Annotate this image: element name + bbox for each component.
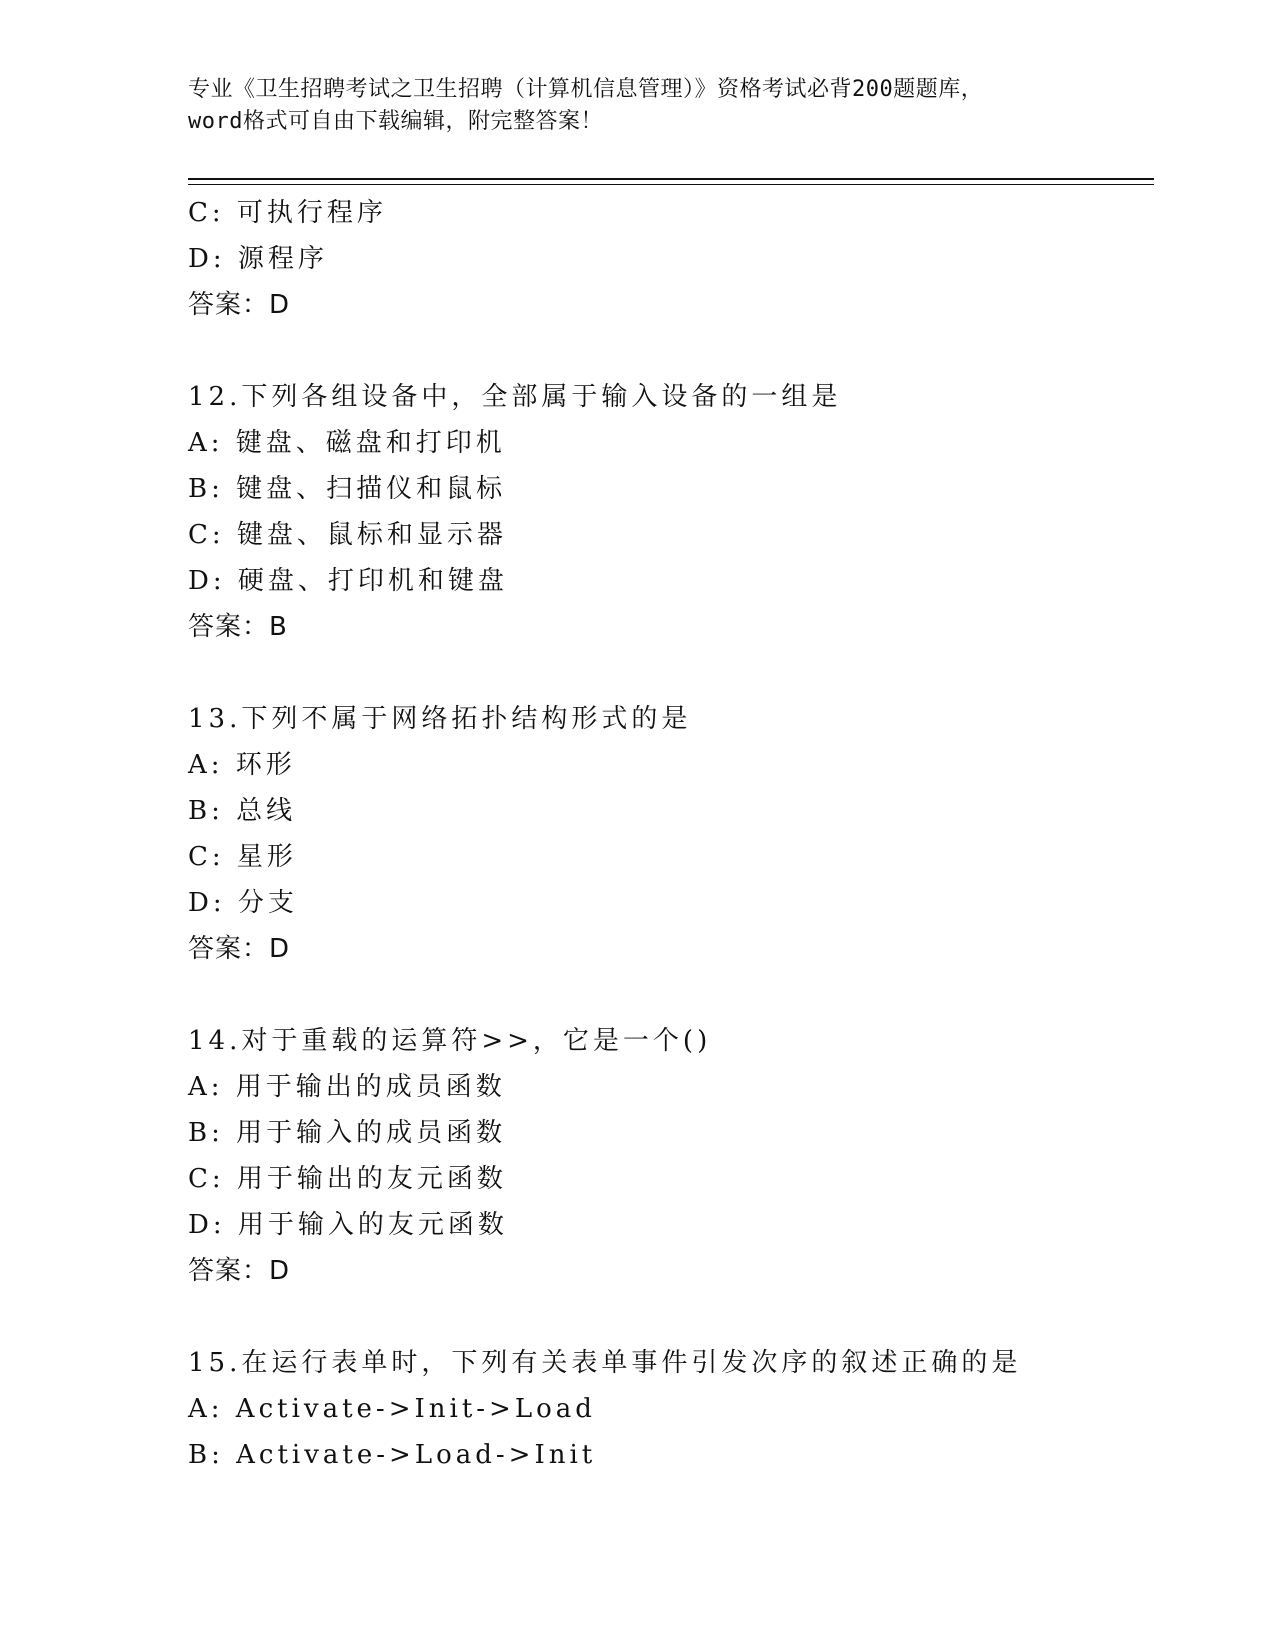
header-line-1: 专业《卫生招聘考试之卫生招聘（计算机信息管理）》资格考试必背200题题库，	[188, 77, 984, 102]
option-b: B: 用于输入的成员函数	[188, 1118, 507, 1148]
question-13	[188, 696, 1154, 972]
question-stem: 13.下列不属于网络拓扑结构形式的是	[188, 704, 692, 734]
answer: 答案：B	[188, 612, 288, 642]
option-a: A: Activate->Init->Load	[188, 1394, 596, 1424]
option-a: A: 用于输出的成员函数	[188, 1072, 506, 1102]
option-c: C: 用于输出的友元函数	[188, 1164, 507, 1194]
answer: 答案：D	[188, 934, 291, 964]
option-b: B: Activate->Load->Init	[188, 1440, 597, 1470]
option-d: D: 硬盘、打印机和键盘	[188, 566, 508, 596]
option-d: D: 分支	[188, 888, 298, 918]
option-c: C: 键盘、鼠标和显示器	[188, 520, 507, 550]
answer: 答案：D	[188, 1256, 291, 1286]
question-stem: 12.下列各组设备中，全部属于输入设备的一组是	[188, 382, 842, 412]
header-rule-thick	[188, 178, 1154, 180]
answer: 答案：D	[188, 290, 291, 320]
option-c: C: 星形	[188, 842, 297, 872]
option-b: B: 总线	[188, 796, 297, 826]
option-c: C: 可执行程序	[188, 198, 387, 228]
option-a: A: 键盘、磁盘和打印机	[188, 428, 506, 458]
header-rule-thin	[188, 184, 1154, 185]
header-line-2: word格式可自由下载编辑，附完整答案！	[188, 109, 603, 134]
option-a: A: 环形	[188, 750, 296, 780]
option-b: B: 键盘、扫描仪和鼠标	[188, 474, 507, 504]
option-d: D: 源程序	[188, 244, 328, 274]
question-stem: 14.对于重载的运算符>>，它是一个()	[188, 1026, 712, 1056]
question-14	[188, 1018, 1154, 1294]
question-stem: 15.在运行表单时，下列有关表单事件引发次序的叙述正确的是	[188, 1348, 1022, 1378]
question-15	[188, 1340, 1154, 1478]
option-d: D: 用于输入的友元函数	[188, 1210, 508, 1240]
question-list	[188, 190, 1154, 1478]
document-header	[188, 74, 1088, 138]
question-continued	[188, 190, 1154, 328]
question-12	[188, 374, 1154, 650]
